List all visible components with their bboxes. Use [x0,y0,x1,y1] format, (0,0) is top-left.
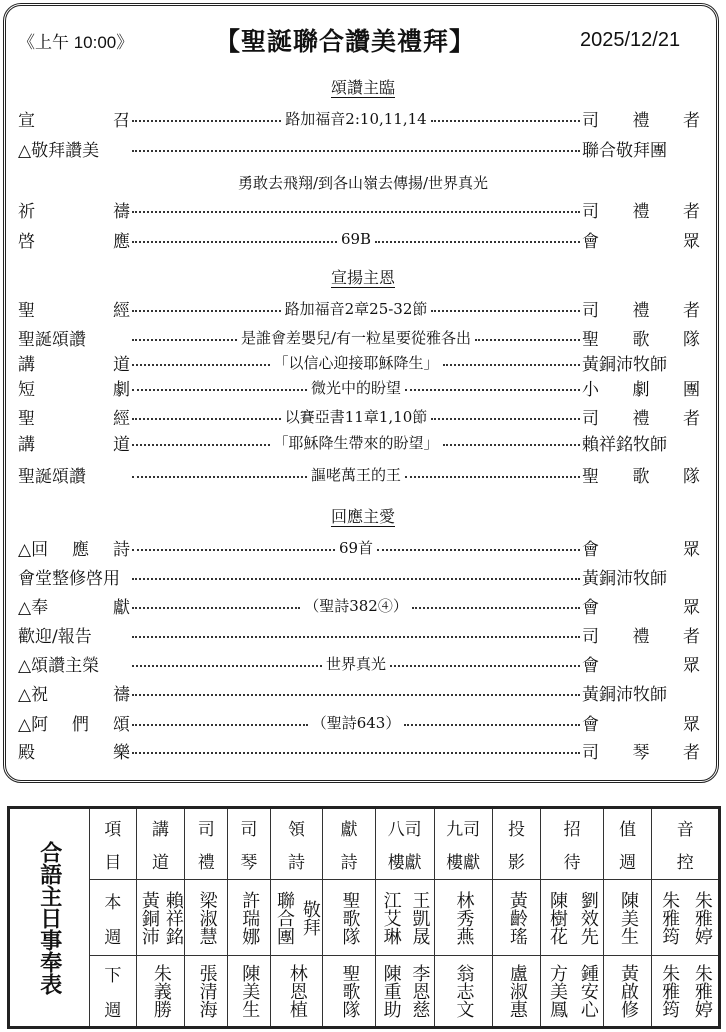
leader-part: 會 [582,655,599,676]
header-text: 道 [152,853,170,873]
person-name: 方美鳳 [547,964,569,1018]
roster-title [9,808,90,1028]
roster-column-header [375,808,434,880]
leader-part: 隊 [683,466,700,487]
service-item-row [18,350,700,374]
service-item-row [18,296,700,320]
service-item-leader [582,680,700,705]
service-item-label [18,651,130,676]
service-item-detail [130,746,582,754]
roster-column-header [90,808,136,880]
service-item-detail [130,688,582,696]
service-item-detail [130,432,582,453]
service-item-label [18,430,130,455]
label-part: 禱 [113,201,130,222]
service-item-label [18,564,130,589]
label-part: △祝 [18,684,49,705]
item-detail-text: 路加福音2:10,11,14 [285,109,427,128]
label-part: 講 [18,354,35,375]
roster-cell [185,956,228,1028]
service-item-leader [582,106,700,131]
leader-part: 歌 [632,466,650,487]
header-text: 禮 [197,853,215,873]
label-part: 聖 [18,300,35,321]
person-name: 黃啟修 [617,964,639,1018]
item-detail-text: 以賽亞書11章1,10節 [284,407,428,426]
label-part: △頌讚主榮 [18,655,100,676]
person-name: 聖歌隊 [339,890,361,945]
label-part: 殿 [18,742,35,763]
service-item-label [18,106,130,131]
service-item-row [18,325,700,349]
label-part: 會堂整修啓用 [18,568,120,589]
label-part: 樂 [113,742,130,763]
person-name: 賴祥銘 [162,890,184,945]
label-part: 經 [113,408,130,429]
service-time: 《上午 10:00》 [18,32,134,52]
header-text: 招 [563,820,581,840]
leader-part: 禮 [632,300,650,321]
leader-part: 司 [582,626,599,647]
leader-part: 者 [683,201,700,222]
service-item-leader [582,622,700,647]
service-item-label [18,375,130,400]
service-item-leader [582,197,700,222]
leader-part: 眾 [683,655,700,676]
leader-part: 司 [582,408,599,429]
service-item-label [18,680,130,705]
week-label-text: 週 [104,1001,122,1021]
person-name: 黃齡瑤 [506,890,528,945]
service-item-leader [582,462,700,487]
service-item-row [18,738,700,762]
leader-part: 會 [582,231,599,252]
person-name: 林恩植 [286,964,308,1018]
header-text: 目 [104,853,122,873]
duty-roster-table [7,806,721,1029]
service-item-label [18,350,130,375]
header-text: 詩 [288,853,306,873]
header-text: 項 [104,820,122,840]
service-item-leader [582,738,700,763]
service-item-detail [130,377,582,398]
label-part: 頌 [112,714,130,735]
service-item-leader [582,710,700,735]
item-detail-text: 「以信心迎接耶穌降生」 [273,353,439,372]
service-item-label [18,197,130,222]
roster-column-header [185,808,228,880]
leader-part: 司 [582,300,599,321]
service-item-row [18,535,700,559]
person-name: 梁淑慧 [196,890,218,945]
leader-part: 琴 [632,742,650,763]
header-text: 詩 [340,853,358,873]
header-text: 獻 [340,820,358,840]
service-date: 2025/12/21 [580,28,681,51]
service-item-row [18,136,700,160]
header-text: 司 [197,820,215,840]
person-name: 朱雅筠 [659,890,681,945]
leader-part: 禮 [632,408,650,429]
header-text: 九司 [446,820,481,840]
service-item-detail [130,630,582,638]
leader-part: 者 [683,408,700,429]
item-detail-text: （聖詩382④） [304,596,408,615]
person-name: 陳美生 [617,890,639,945]
week-label [90,880,136,956]
service-item-leader [582,564,700,589]
service-item-row [18,651,700,675]
week-label-text: 下 [104,966,122,986]
person-name: 李恩慈 [409,964,431,1018]
service-item-leader [582,651,700,676]
header-text: 司 [240,820,258,840]
service-item-leader [582,136,700,161]
person-name: 黃銅沛 [138,890,160,945]
leader-part: 者 [683,626,700,647]
roster-column-header [541,808,604,880]
header-text: 琴 [240,853,258,873]
person-name: 劉效先 [577,890,599,945]
service-item-leader [582,227,700,252]
leader-part: 黃銅沛牧師 [582,684,667,705]
service-item-detail [130,327,582,348]
roster-column-header [434,808,492,880]
leader-part: 小 [582,379,599,400]
service-item-label [18,593,130,618]
item-detail-text: 「耶穌降生帶來的盼望」 [273,433,439,452]
person-name: 陳美生 [239,964,261,1018]
leader-part: 隊 [683,329,700,350]
roster-cell [136,956,185,1028]
leader-part: 禮 [632,201,650,222]
service-item-detail [130,572,582,580]
roster-cell [541,880,604,956]
service-item-leader [582,404,700,429]
section-heading: 宣揚主恩 [330,268,395,287]
service-item-leader [582,350,700,375]
item-detail-text: 是誰會差嬰兒/有一粒星要從雅各出 [240,328,472,347]
roster-cell [228,880,271,956]
label-part: 啓 [18,231,35,252]
service-item-detail [130,352,582,373]
header-text: 投 [508,820,526,840]
person-name: 鍾安心 [577,964,599,1018]
roster-cell [541,956,604,1028]
service-item-leader [582,593,700,618]
roster-cell [434,956,492,1028]
person-name: 陳重助 [380,964,402,1018]
item-detail-text: 謳咾萬王的王 [311,465,402,484]
roster-cell [434,880,492,956]
roster-title-text: 合語主日事奉表 [36,840,63,995]
roster-column-header [270,808,323,880]
service-item-row [18,680,700,704]
roster-cell [270,880,323,956]
leader-part: 眾 [683,597,700,618]
service-item-label [18,462,130,487]
label-part: 短 [18,379,35,400]
section-heading: 頌讚主臨 [330,78,395,97]
service-item-detail [130,653,582,674]
week-label-text: 週 [104,927,122,948]
label-part: 聖誕頌讚 [18,466,86,487]
roster-cell [228,956,271,1028]
roster-cell [492,880,540,956]
person-name: 張清海 [196,964,218,1018]
roster-column-header [603,808,651,880]
service-item-detail [130,464,582,485]
service-item-label [18,136,130,161]
roster-cell [136,880,185,956]
roster-cell [652,880,720,956]
service-item-leader [582,325,700,350]
person-name: 朱雅婷 [691,890,713,945]
leader-part: 聖 [582,329,599,350]
week-label-text: 本 [104,892,122,913]
leader-part: 聖 [582,466,599,487]
service-item-detail [130,108,582,129]
leader-part: 司 [582,201,599,222]
label-part: △敬拜讚美 [18,140,100,161]
service-item-label [18,710,130,735]
label-part: 道 [113,434,130,455]
leader-part: 劇 [632,379,650,400]
leader-part: 會 [582,539,599,560]
leader-part: 團 [683,379,700,400]
person-name: 朱雅筠 [659,964,681,1018]
roster-column-header [492,808,540,880]
item-detail-text: 69B [340,230,372,248]
service-item-row [18,593,700,617]
label-part: △阿 [18,714,49,735]
leader-part: 歌 [632,329,650,350]
roster-cell [652,956,720,1028]
header-text: 音 [676,820,694,840]
person-name: 翁志文 [453,964,475,1018]
item-detail-text: 微光中的盼望 [311,378,402,397]
service-item-detail [130,298,582,319]
song-line: 勇敢去飛翔/到各山嶺去傳揚/世界真光 [237,174,489,192]
service-title: 【聖誕聯合讚美禮拜】 [215,27,476,56]
label-part: 召 [113,110,130,131]
leader-part: 禮 [632,110,650,131]
week-label [90,956,136,1028]
leader-part: 者 [683,300,700,321]
label-part: △奉 [18,597,49,618]
service-item-detail [130,712,582,733]
leader-part: 會 [582,597,599,618]
header-text: 領 [288,820,306,840]
label-part: 祈 [18,201,35,222]
service-item-label [18,325,130,350]
header-text: 週 [619,853,637,873]
service-item-label [18,535,130,560]
label-part: 歡迎/報告 [18,626,92,647]
service-item-leader [582,375,700,400]
header-text: 講 [152,820,170,840]
label-part: 聖誕頌讚 [18,329,86,350]
label-part: 禱 [113,684,130,705]
label-part: 應 [113,231,130,252]
service-item-detail [130,595,582,616]
roster-cell [375,956,434,1028]
leader-part: 眾 [683,539,700,560]
label-part: 劇 [113,379,130,400]
service-item-row [18,227,700,251]
leader-part: 黃銅沛牧師 [582,568,667,589]
label-part: 宣 [18,110,35,131]
label-part: 經 [113,300,130,321]
service-item-row [18,404,700,428]
service-item-leader [582,535,700,560]
service-item-row [18,197,700,221]
leader-part: 司 [582,742,599,763]
section-heading: 回應主愛 [330,507,395,526]
service-item-detail [130,144,582,152]
label-part: 道 [113,354,130,375]
person-name: 王凱晟 [409,890,431,945]
leader-part: 會 [582,714,599,735]
leader-part: 眾 [683,714,700,735]
leader-part: 司 [582,110,599,131]
leader-part: 聯合敬拜團 [582,140,667,161]
person-name: 盧淑惠 [506,964,528,1018]
item-detail-text: 69首 [338,538,374,557]
person-name: 敬拜 [299,899,321,936]
service-item-label [18,296,130,321]
item-detail-text: 世界真光 [326,654,387,673]
person-name: 聖歌隊 [339,964,361,1018]
person-name: 陳樹花 [547,890,569,945]
person-name: 聯合團 [273,890,295,945]
header-text: 八司 [387,820,422,840]
header-text: 控 [676,853,694,873]
header-text: 樓獻 [387,853,422,873]
roster-cell [270,956,323,1028]
roster-cell [603,956,651,1028]
label-part: 們 [72,714,90,735]
label-part: 聖 [18,408,35,429]
roster-column-header [228,808,271,880]
service-item-detail [130,406,582,427]
label-part: 應 [72,539,90,560]
service-item-row [18,106,700,130]
service-item-row [18,710,700,734]
roster-cell [375,880,434,956]
service-item-detail [130,537,582,558]
service-item-row [18,430,700,454]
roster-column-header [136,808,185,880]
leader-part: 者 [683,742,700,763]
header-text: 影 [508,853,526,873]
header-text: 值 [619,820,637,840]
service-item-label [18,738,130,763]
leader-part: 眾 [683,231,700,252]
person-name: 朱義勝 [150,964,172,1018]
service-item-row [18,622,700,646]
leader-part: 賴祥銘牧師 [582,434,667,455]
service-item-label [18,622,130,647]
person-name: 江艾琳 [380,890,402,945]
service-item-row [18,564,700,588]
service-item-row [18,462,700,486]
roster-cell [323,956,375,1028]
leader-part: 禮 [632,626,650,647]
roster-cell [185,880,228,956]
person-name: 朱雅婷 [691,964,713,1018]
service-item-leader [582,296,700,321]
label-part: 講 [18,434,35,455]
item-detail-text: （聖詩643） [311,713,401,732]
service-item-leader [582,430,700,455]
label-part: 詩 [112,539,130,560]
header-text: 待 [563,853,581,873]
label-part: 獻 [113,597,130,618]
roster-column-header [652,808,720,880]
person-name: 林秀燕 [453,890,475,945]
label-part: △回 [18,539,49,560]
person-name: 許瑞娜 [239,890,261,945]
roster-cell [323,880,375,956]
service-item-detail [130,230,582,248]
service-item-row [18,375,700,399]
roster-column-header [323,808,375,880]
roster-cell [603,880,651,956]
service-item-label [18,404,130,429]
service-item-label [18,227,130,252]
leader-part: 黃銅沛牧師 [582,354,667,375]
leader-part: 者 [683,110,700,131]
item-detail-text: 路加福音2章25-32節 [284,299,428,318]
service-item-detail [130,205,582,213]
header-text: 樓獻 [446,853,481,873]
roster-cell [492,956,540,1028]
